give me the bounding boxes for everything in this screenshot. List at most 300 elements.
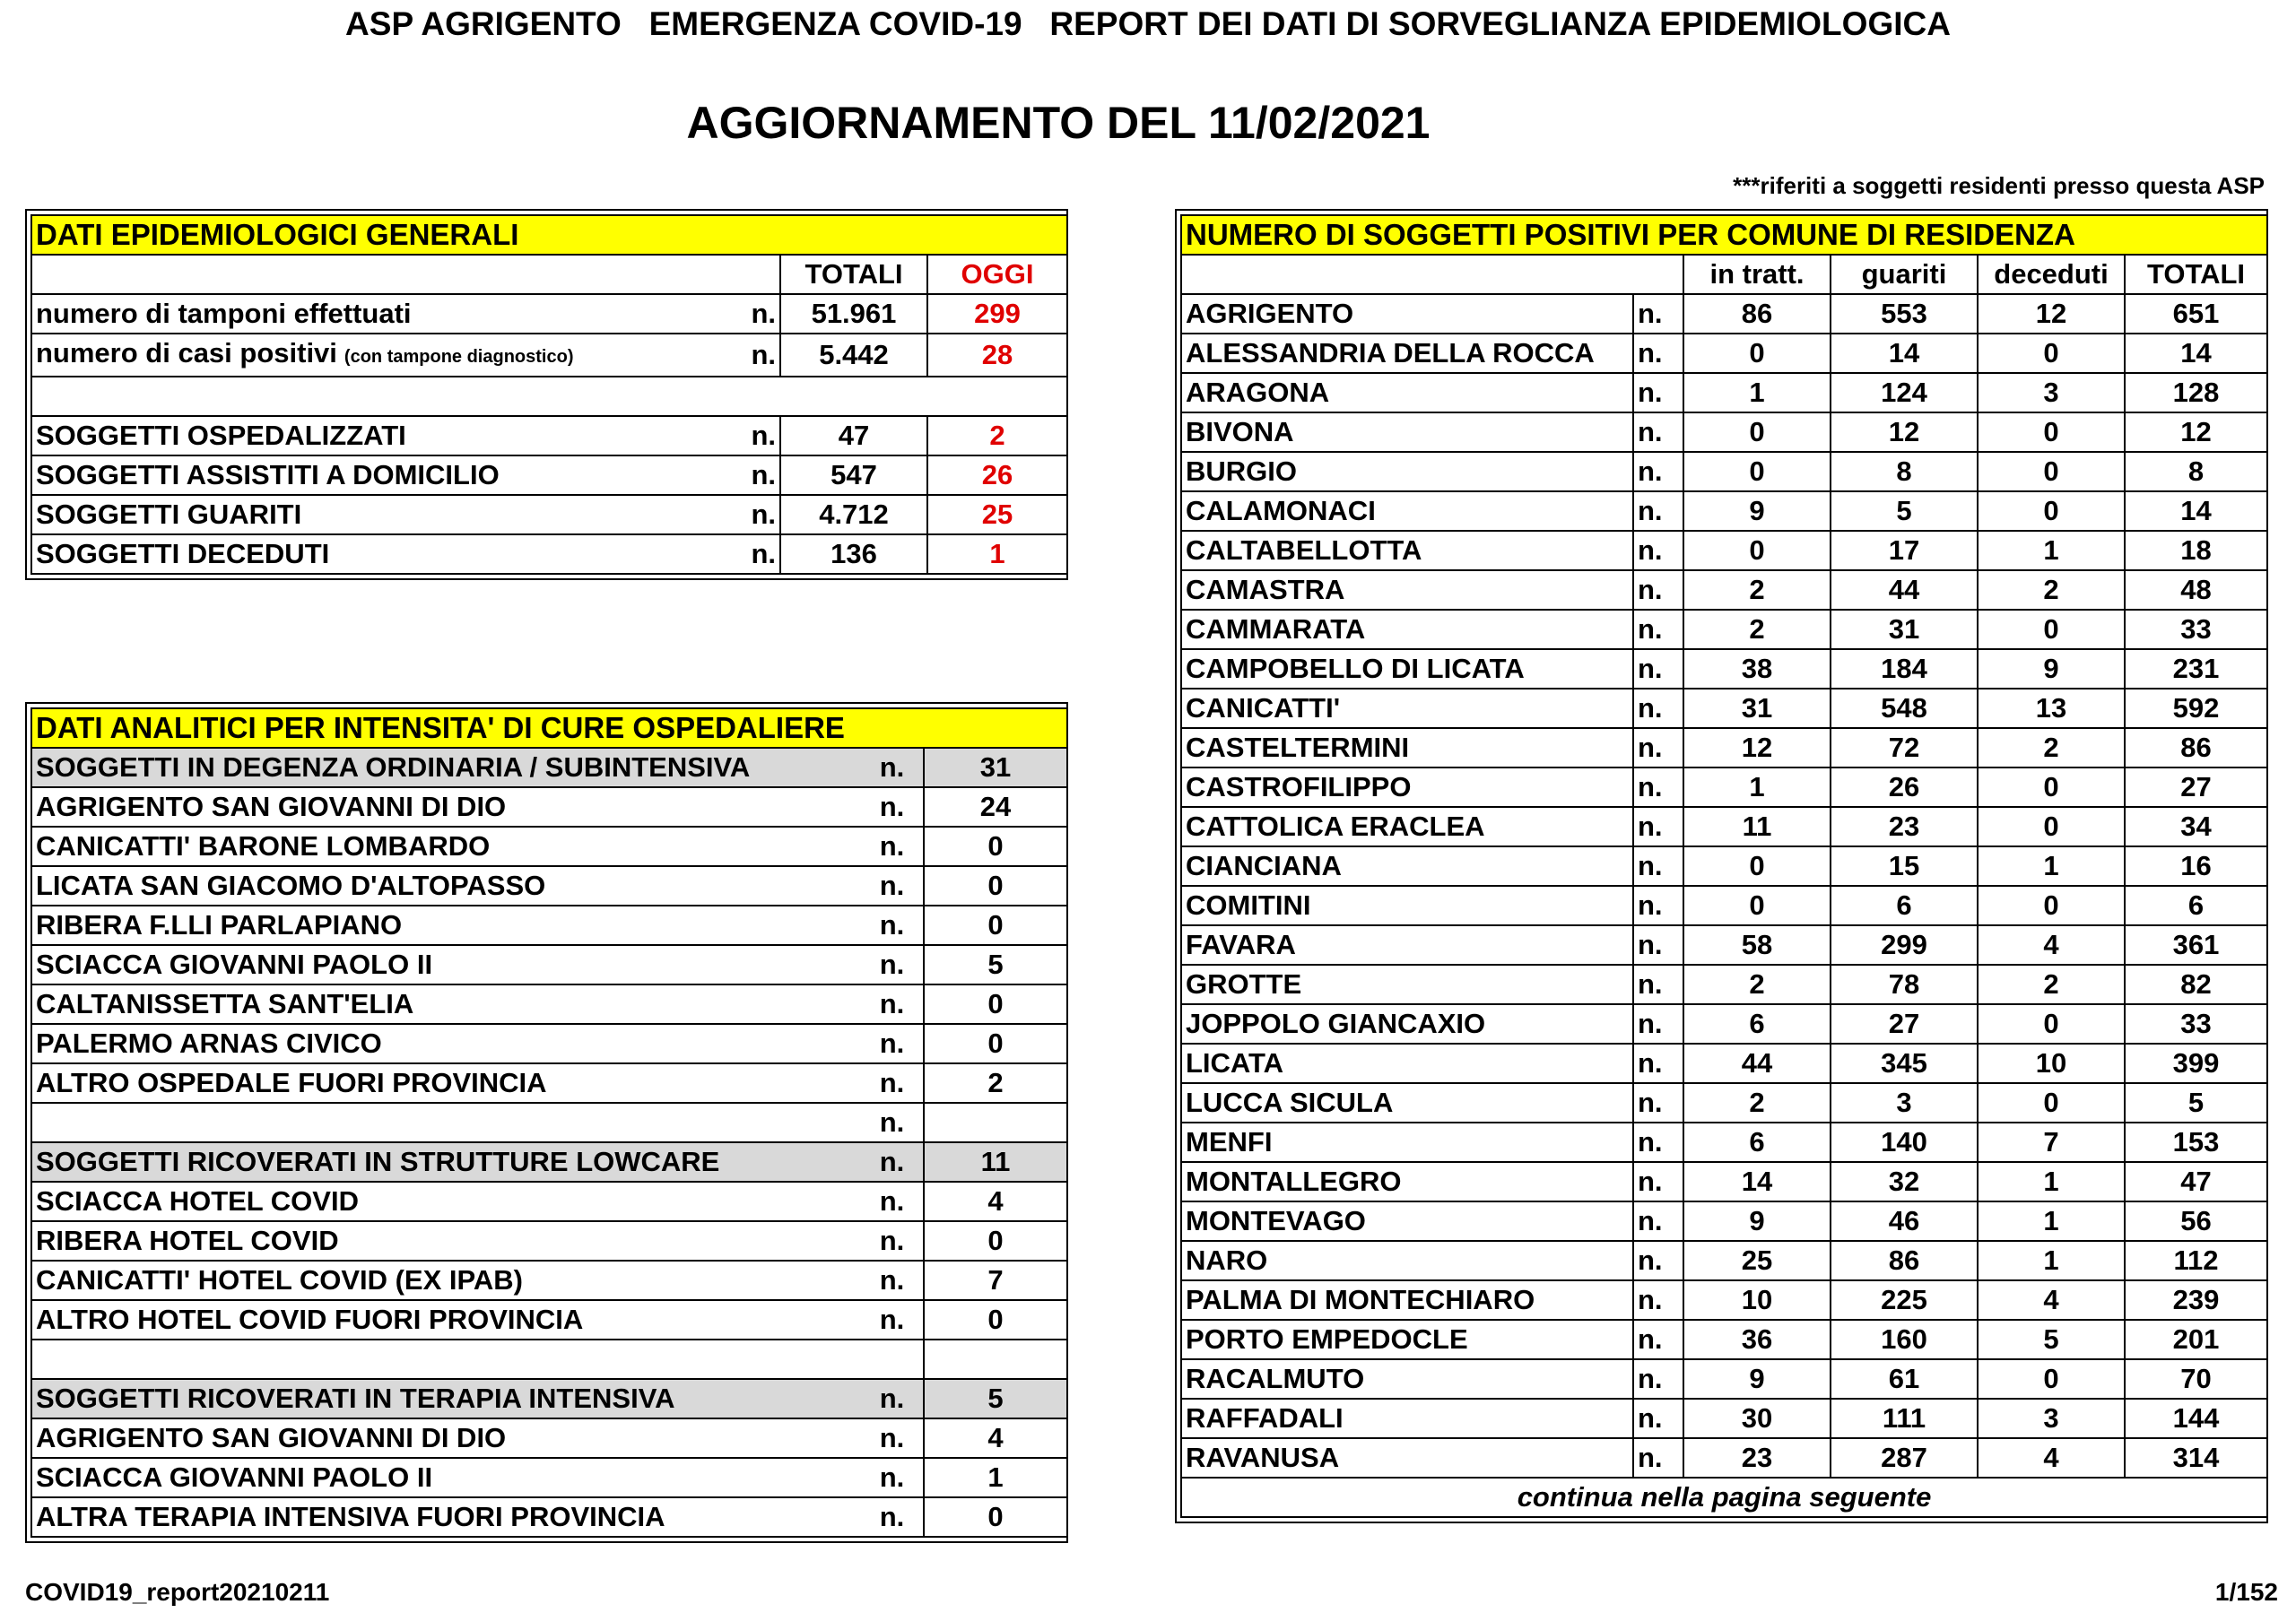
guariti-value: 86 <box>1831 1241 1978 1280</box>
unit-label: n. <box>1633 1241 1683 1280</box>
facility-value: 0 <box>924 1221 1067 1261</box>
in-tratt-value: 0 <box>1683 334 1831 373</box>
guariti-value: 26 <box>1831 767 1978 807</box>
in-tratt-value: 9 <box>1683 1359 1831 1399</box>
guariti-value: 5 <box>1831 491 1978 531</box>
deceduti-value: 0 <box>1978 886 2125 925</box>
hospital-data-table <box>30 707 1068 1538</box>
comuni-header-row <box>1181 255 2267 294</box>
unit-label: n. <box>1633 807 1683 846</box>
unit-label: n. <box>1633 294 1683 334</box>
continue-note: continua nella pagina seguente <box>1181 1478 2267 1517</box>
hospital-item-row <box>31 945 1067 984</box>
in-tratt-value: 2 <box>1683 1083 1831 1123</box>
totali-value: 34 <box>2125 807 2267 846</box>
deceduti-value: 12 <box>1978 294 2125 334</box>
totali-value: 14 <box>2125 491 2267 531</box>
comune-name: PALMA DI MONTECHIARO <box>1181 1280 1633 1320</box>
unit-label: n. <box>1633 1399 1683 1438</box>
in-tratt-value: 0 <box>1683 846 1831 886</box>
comune-row <box>1181 1280 2267 1320</box>
facility-label: LICATA SAN GIACOMO D'ALTOPASSO <box>31 866 861 906</box>
totali-value: 82 <box>2125 965 2267 1004</box>
in-tratt-value: 86 <box>1683 294 1831 334</box>
comune-name: RAVANUSA <box>1181 1438 1633 1478</box>
comune-row <box>1181 570 2267 610</box>
facility-value: 0 <box>924 866 1067 906</box>
guariti-value: 111 <box>1831 1399 1978 1438</box>
comune-name: RAFFADALI <box>1181 1399 1633 1438</box>
in-tratt-value: 9 <box>1683 491 1831 531</box>
comune-name: FAVARA <box>1181 925 1633 965</box>
unit-label: n. <box>1633 452 1683 491</box>
update-date: AGGIORNAMENTO DEL 11/02/2021 <box>686 98 1431 148</box>
guariti-value: 32 <box>1831 1162 1978 1201</box>
unit-label: n. <box>744 495 780 534</box>
unit-label: n. <box>1633 1280 1683 1320</box>
unit-label: n. <box>861 748 924 787</box>
header-in-tratt: in tratt. <box>1683 255 1831 294</box>
in-tratt-value: 0 <box>1683 412 1831 452</box>
general-row <box>31 416 1067 455</box>
unit-label: n. <box>1633 1162 1683 1201</box>
group-value: 11 <box>924 1142 1067 1182</box>
comune-name: AGRIGENTO <box>1181 294 1633 334</box>
guariti-value: 27 <box>1831 1004 1978 1044</box>
unit-label: n. <box>1633 689 1683 728</box>
facility-label: SCIACCA GIOVANNI PAOLO II <box>31 1458 861 1497</box>
facility-value: 0 <box>924 906 1067 945</box>
row-label-text: SOGGETTI DECEDUTI <box>36 538 330 569</box>
header-oggi: OGGI <box>927 255 1067 294</box>
row-label-text: numero di casi positivi <box>36 337 337 369</box>
unit-label: n. <box>744 294 780 334</box>
unit-label: n. <box>861 827 924 866</box>
guariti-value: 78 <box>1831 965 1978 1004</box>
deceduti-value: 2 <box>1978 570 2125 610</box>
group-value: 5 <box>924 1379 1067 1418</box>
deceduti-value: 10 <box>1978 1044 2125 1083</box>
comune-name: LICATA <box>1181 1044 1633 1083</box>
totali-value: 231 <box>2125 649 2267 689</box>
unit-label: n. <box>1633 1044 1683 1083</box>
deceduti-value: 4 <box>1978 1438 2125 1478</box>
guariti-value: 61 <box>1831 1359 1978 1399</box>
guariti-value: 553 <box>1831 294 1978 334</box>
in-tratt-value: 14 <box>1683 1162 1831 1201</box>
comune-name: BIVONA <box>1181 412 1633 452</box>
unit-label: n. <box>861 1024 924 1063</box>
guariti-value: 8 <box>1831 452 1978 491</box>
hospital-item-row <box>31 984 1067 1024</box>
header-deceduti: deceduti <box>1978 255 2125 294</box>
unit-label: n. <box>1633 649 1683 689</box>
comune-name: COMITINI <box>1181 886 1633 925</box>
hospital-item-row <box>31 1261 1067 1300</box>
unit-label: n. <box>861 1103 924 1142</box>
deceduti-value: 0 <box>1978 1359 2125 1399</box>
unit-label: n. <box>744 534 780 574</box>
facility-value: 2 <box>924 1063 1067 1103</box>
unit-label: n. <box>861 787 924 827</box>
deceduti-value: 5 <box>1978 1320 2125 1359</box>
totali-value: 361 <box>2125 925 2267 965</box>
hospital-data-panel <box>25 702 1068 1543</box>
comune-name: NARO <box>1181 1241 1633 1280</box>
comune-name: JOPPOLO GIANCAXIO <box>1181 1004 1633 1044</box>
totali-value: 47 <box>780 416 927 455</box>
unit-label: n. <box>1633 1004 1683 1044</box>
totali-value: 239 <box>2125 1280 2267 1320</box>
comune-name: CALAMONACI <box>1181 491 1633 531</box>
guariti-value: 287 <box>1831 1438 1978 1478</box>
guariti-value: 124 <box>1831 373 1978 412</box>
hospital-item-row <box>31 1182 1067 1221</box>
guariti-value: 12 <box>1831 412 1978 452</box>
general-data-panel <box>25 209 1068 580</box>
comune-row <box>1181 1123 2267 1162</box>
in-tratt-value: 0 <box>1683 531 1831 570</box>
facility-label: AGRIGENTO SAN GIOVANNI DI DIO <box>31 787 861 827</box>
unit-label: n. <box>1633 412 1683 452</box>
comune-row <box>1181 1162 2267 1201</box>
facility-label: CALTANISSETTA SANT'ELIA <box>31 984 861 1024</box>
oggi-value: 1 <box>927 534 1067 574</box>
hospital-item-row <box>31 787 1067 827</box>
totali-value: 12 <box>2125 412 2267 452</box>
totali-value: 153 <box>2125 1123 2267 1162</box>
facility-value: 7 <box>924 1261 1067 1300</box>
deceduti-value: 0 <box>1978 412 2125 452</box>
in-tratt-value: 1 <box>1683 373 1831 412</box>
general-header-row <box>31 255 1067 294</box>
deceduti-value: 1 <box>1978 846 2125 886</box>
oggi-value: 26 <box>927 455 1067 495</box>
hospital-item-row <box>31 827 1067 866</box>
comune-row <box>1181 728 2267 767</box>
comune-row <box>1181 1044 2267 1083</box>
oggi-value: 25 <box>927 495 1067 534</box>
deceduti-value: 0 <box>1978 452 2125 491</box>
deceduti-value: 3 <box>1978 1399 2125 1438</box>
comune-row <box>1181 689 2267 728</box>
comuni-panel <box>1175 209 2268 1523</box>
totali-value: 27 <box>2125 767 2267 807</box>
hospital-item-row <box>31 906 1067 945</box>
in-tratt-value: 25 <box>1683 1241 1831 1280</box>
totali-value: 314 <box>2125 1438 2267 1478</box>
totali-value: 51.961 <box>780 294 927 334</box>
comune-row <box>1181 294 2267 334</box>
guariti-value: 345 <box>1831 1044 1978 1083</box>
hospital-title: DATI ANALITICI PER INTENSITA' DI CURE OSPEDALIERE <box>31 708 1067 748</box>
comune-row <box>1181 1320 2267 1359</box>
guariti-value: 6 <box>1831 886 1978 925</box>
comune-row <box>1181 1201 2267 1241</box>
facility-value: 0 <box>924 1497 1067 1537</box>
row-label-text: numero di tamponi effettuati <box>36 298 412 329</box>
header-totali: TOTALI <box>780 255 927 294</box>
hospital-item-row <box>31 1458 1067 1497</box>
oggi-value: 299 <box>927 294 1067 334</box>
deceduti-value: 0 <box>1978 767 2125 807</box>
blank-row <box>31 1340 1067 1379</box>
facility-value: 0 <box>924 1024 1067 1063</box>
guariti-value: 184 <box>1831 649 1978 689</box>
report-title: ASP AGRIGENTO EMERGENZA COVID-19 REPORT DEI DATI DI SORVEGLIANZA EPIDEMIOLOGICA <box>345 5 1951 42</box>
unit-label: n. <box>861 866 924 906</box>
row-label <box>31 534 744 574</box>
guariti-value: 548 <box>1831 689 1978 728</box>
totali-value: 5.442 <box>780 334 927 377</box>
hospital-item-row <box>31 866 1067 906</box>
facility-label: CANICATTI' BARONE LOMBARDO <box>31 827 861 866</box>
totali-value: 16 <box>2125 846 2267 886</box>
facility-value: 0 <box>924 984 1067 1024</box>
deceduti-value: 0 <box>1978 334 2125 373</box>
unit-label: n. <box>861 1063 924 1103</box>
group-label: SOGGETTI IN DEGENZA ORDINARIA / SUBINTENSIVA <box>31 748 861 787</box>
oggi-value: 28 <box>927 334 1067 377</box>
blank-cell <box>924 1103 1067 1142</box>
comuni-title: NUMERO DI SOGGETTI POSITIVI PER COMUNE DI RESIDENZA <box>1181 215 2267 255</box>
group-label: SOGGETTI RICOVERATI IN TERAPIA INTENSIVA <box>31 1379 861 1418</box>
guariti-value: 140 <box>1831 1123 1978 1162</box>
general-title-row <box>31 215 1067 255</box>
blank-cell <box>31 377 1067 416</box>
guariti-value: 160 <box>1831 1320 1978 1359</box>
unit-label: n. <box>861 984 924 1024</box>
comune-row <box>1181 531 2267 570</box>
in-tratt-value: 30 <box>1683 1399 1831 1438</box>
row-label-text: SOGGETTI OSPEDALIZZATI <box>36 420 406 451</box>
deceduti-value: 4 <box>1978 925 2125 965</box>
in-tratt-value: 38 <box>1683 649 1831 689</box>
comune-row <box>1181 965 2267 1004</box>
hospital-item-row <box>31 1063 1067 1103</box>
unit-label: n. <box>861 1221 924 1261</box>
in-tratt-value: 2 <box>1683 610 1831 649</box>
unit-label: n. <box>1633 610 1683 649</box>
unit-label: n. <box>1633 1359 1683 1399</box>
unit-label: n. <box>861 1379 924 1418</box>
facility-label: SCIACCA GIOVANNI PAOLO II <box>31 945 861 984</box>
facility-label: PALERMO ARNAS CIVICO <box>31 1024 861 1063</box>
comune-name: MENFI <box>1181 1123 1633 1162</box>
comune-row <box>1181 767 2267 807</box>
unit-label: n. <box>1633 1438 1683 1478</box>
row-label-text: SOGGETTI ASSISTITI A DOMICILIO <box>36 459 500 490</box>
unit-label: n. <box>1633 531 1683 570</box>
hospital-item-row <box>31 1300 1067 1340</box>
unit-label: n. <box>1633 846 1683 886</box>
row-label <box>31 416 744 455</box>
unit-label: n. <box>861 1497 924 1537</box>
residents-note: ***riferiti a soggetti residenti presso questa ASP <box>1733 172 2265 199</box>
comune-row <box>1181 925 2267 965</box>
unit-label: n. <box>1633 570 1683 610</box>
deceduti-value: 1 <box>1978 1241 2125 1280</box>
guariti-value: 225 <box>1831 1280 1978 1320</box>
general-row <box>31 495 1067 534</box>
guariti-value: 15 <box>1831 846 1978 886</box>
in-tratt-value: 1 <box>1683 767 1831 807</box>
hospital-group-row <box>31 1142 1067 1182</box>
header-spacer <box>1181 255 1683 294</box>
guariti-value: 299 <box>1831 925 1978 965</box>
in-tratt-value: 0 <box>1683 886 1831 925</box>
unit-label: n. <box>1633 925 1683 965</box>
facility-label: ALTRO HOTEL COVID FUORI PROVINCIA <box>31 1300 861 1340</box>
totali-value: 70 <box>2125 1359 2267 1399</box>
unit-label: n. <box>861 1458 924 1497</box>
comune-row <box>1181 886 2267 925</box>
general-row <box>31 455 1067 495</box>
in-tratt-value: 12 <box>1683 728 1831 767</box>
general-row <box>31 334 1067 377</box>
group-label: SOGGETTI RICOVERATI IN STRUTTURE LOWCARE <box>31 1142 861 1182</box>
unit-label: n. <box>1633 1083 1683 1123</box>
unit-label: n. <box>1633 1320 1683 1359</box>
facility-value: 1 <box>924 1458 1067 1497</box>
row-label <box>31 294 744 334</box>
continue-row <box>1181 1478 2267 1517</box>
deceduti-value: 9 <box>1978 649 2125 689</box>
guariti-value: 31 <box>1831 610 1978 649</box>
deceduti-value: 0 <box>1978 807 2125 846</box>
totali-value: 5 <box>2125 1083 2267 1123</box>
page-number: 1/152 <box>2214 1578 2278 1606</box>
in-tratt-value: 11 <box>1683 807 1831 846</box>
in-tratt-value: 9 <box>1683 1201 1831 1241</box>
facility-value: 5 <box>924 945 1067 984</box>
comune-row <box>1181 610 2267 649</box>
facility-value: 4 <box>924 1418 1067 1458</box>
header-totali: TOTALI <box>2125 255 2267 294</box>
general-row <box>31 294 1067 334</box>
comune-name: CIANCIANA <box>1181 846 1633 886</box>
general-title: DATI EPIDEMIOLOGICI GENERALI <box>31 215 1067 255</box>
comuni-title-row <box>1181 215 2267 255</box>
hospital-item-row <box>31 1221 1067 1261</box>
guariti-value: 3 <box>1831 1083 1978 1123</box>
deceduti-value: 0 <box>1978 1083 2125 1123</box>
comune-name: MONTEVAGO <box>1181 1201 1633 1241</box>
deceduti-value: 7 <box>1978 1123 2125 1162</box>
deceduti-value: 2 <box>1978 728 2125 767</box>
header-spacer <box>31 255 780 294</box>
in-tratt-value: 2 <box>1683 965 1831 1004</box>
unit-label: n. <box>1633 965 1683 1004</box>
comune-row <box>1181 807 2267 846</box>
in-tratt-value: 31 <box>1683 689 1831 728</box>
totali-value: 33 <box>2125 610 2267 649</box>
hospital-item-row <box>31 1418 1067 1458</box>
totali-value: 547 <box>780 455 927 495</box>
facility-value: 4 <box>924 1182 1067 1221</box>
in-tratt-value: 23 <box>1683 1438 1831 1478</box>
totali-value: 8 <box>2125 452 2267 491</box>
in-tratt-value: 36 <box>1683 1320 1831 1359</box>
facility-label: RIBERA F.LLI PARLAPIANO <box>31 906 861 945</box>
in-tratt-value: 2 <box>1683 570 1831 610</box>
unit-label: n. <box>861 1142 924 1182</box>
in-tratt-value: 6 <box>1683 1004 1831 1044</box>
general-row <box>31 534 1067 574</box>
comune-row <box>1181 334 2267 373</box>
comune-name: CALTABELLOTTA <box>1181 531 1633 570</box>
blank-row <box>31 1103 1067 1142</box>
unit-label: n. <box>1633 886 1683 925</box>
totali-value: 47 <box>2125 1162 2267 1201</box>
unit-label: n. <box>861 1261 924 1300</box>
comune-name: RACALMUTO <box>1181 1359 1633 1399</box>
deceduti-value: 1 <box>1978 1162 2125 1201</box>
comuni-table <box>1180 214 2268 1518</box>
unit-label: n. <box>1633 1123 1683 1162</box>
blank-cell <box>31 1103 861 1142</box>
deceduti-value: 13 <box>1978 689 2125 728</box>
totali-value: 18 <box>2125 531 2267 570</box>
unit-label: n. <box>1633 728 1683 767</box>
facility-label: ALTRA TERAPIA INTENSIVA FUORI PROVINCIA <box>31 1497 861 1537</box>
guariti-value: 14 <box>1831 334 1978 373</box>
totali-value: 14 <box>2125 334 2267 373</box>
facility-label: ALTRO OSPEDALE FUORI PROVINCIA <box>31 1063 861 1103</box>
row-label <box>31 495 744 534</box>
unit-label: n. <box>861 1182 924 1221</box>
deceduti-value: 1 <box>1978 1201 2125 1241</box>
totali-value: 128 <box>2125 373 2267 412</box>
comune-name: PORTO EMPEDOCLE <box>1181 1320 1633 1359</box>
totali-value: 112 <box>2125 1241 2267 1280</box>
unit-label: n. <box>744 416 780 455</box>
deceduti-value: 0 <box>1978 1004 2125 1044</box>
comune-name: CASTELTERMINI <box>1181 728 1633 767</box>
comune-row <box>1181 373 2267 412</box>
totali-value: 48 <box>2125 570 2267 610</box>
unit-label: n. <box>744 455 780 495</box>
deceduti-value: 0 <box>1978 610 2125 649</box>
unit-label: n. <box>1633 334 1683 373</box>
guariti-value: 44 <box>1831 570 1978 610</box>
row-label <box>31 455 744 495</box>
deceduti-value: 0 <box>1978 491 2125 531</box>
in-tratt-value: 6 <box>1683 1123 1831 1162</box>
facility-label: AGRIGENTO SAN GIOVANNI DI DIO <box>31 1418 861 1458</box>
totali-value: 144 <box>2125 1399 2267 1438</box>
blank-cell <box>31 1340 924 1379</box>
in-tratt-value: 58 <box>1683 925 1831 965</box>
comune-name: GROTTE <box>1181 965 1633 1004</box>
row-label-text: SOGGETTI GUARITI <box>36 499 302 530</box>
facility-value: 0 <box>924 827 1067 866</box>
hospital-item-row <box>31 1497 1067 1537</box>
comune-row <box>1181 452 2267 491</box>
row-label <box>31 334 744 377</box>
comune-row <box>1181 1399 2267 1438</box>
in-tratt-value: 10 <box>1683 1280 1831 1320</box>
totali-value: 201 <box>2125 1320 2267 1359</box>
unit-label: n. <box>861 1418 924 1458</box>
facility-value: 0 <box>924 1300 1067 1340</box>
unit-label: n. <box>861 945 924 984</box>
comune-name: CASTROFILIPPO <box>1181 767 1633 807</box>
comune-name: MONTALLEGRO <box>1181 1162 1633 1201</box>
oggi-value: 2 <box>927 416 1067 455</box>
unit-label: n. <box>861 906 924 945</box>
blank-row <box>31 377 1067 416</box>
